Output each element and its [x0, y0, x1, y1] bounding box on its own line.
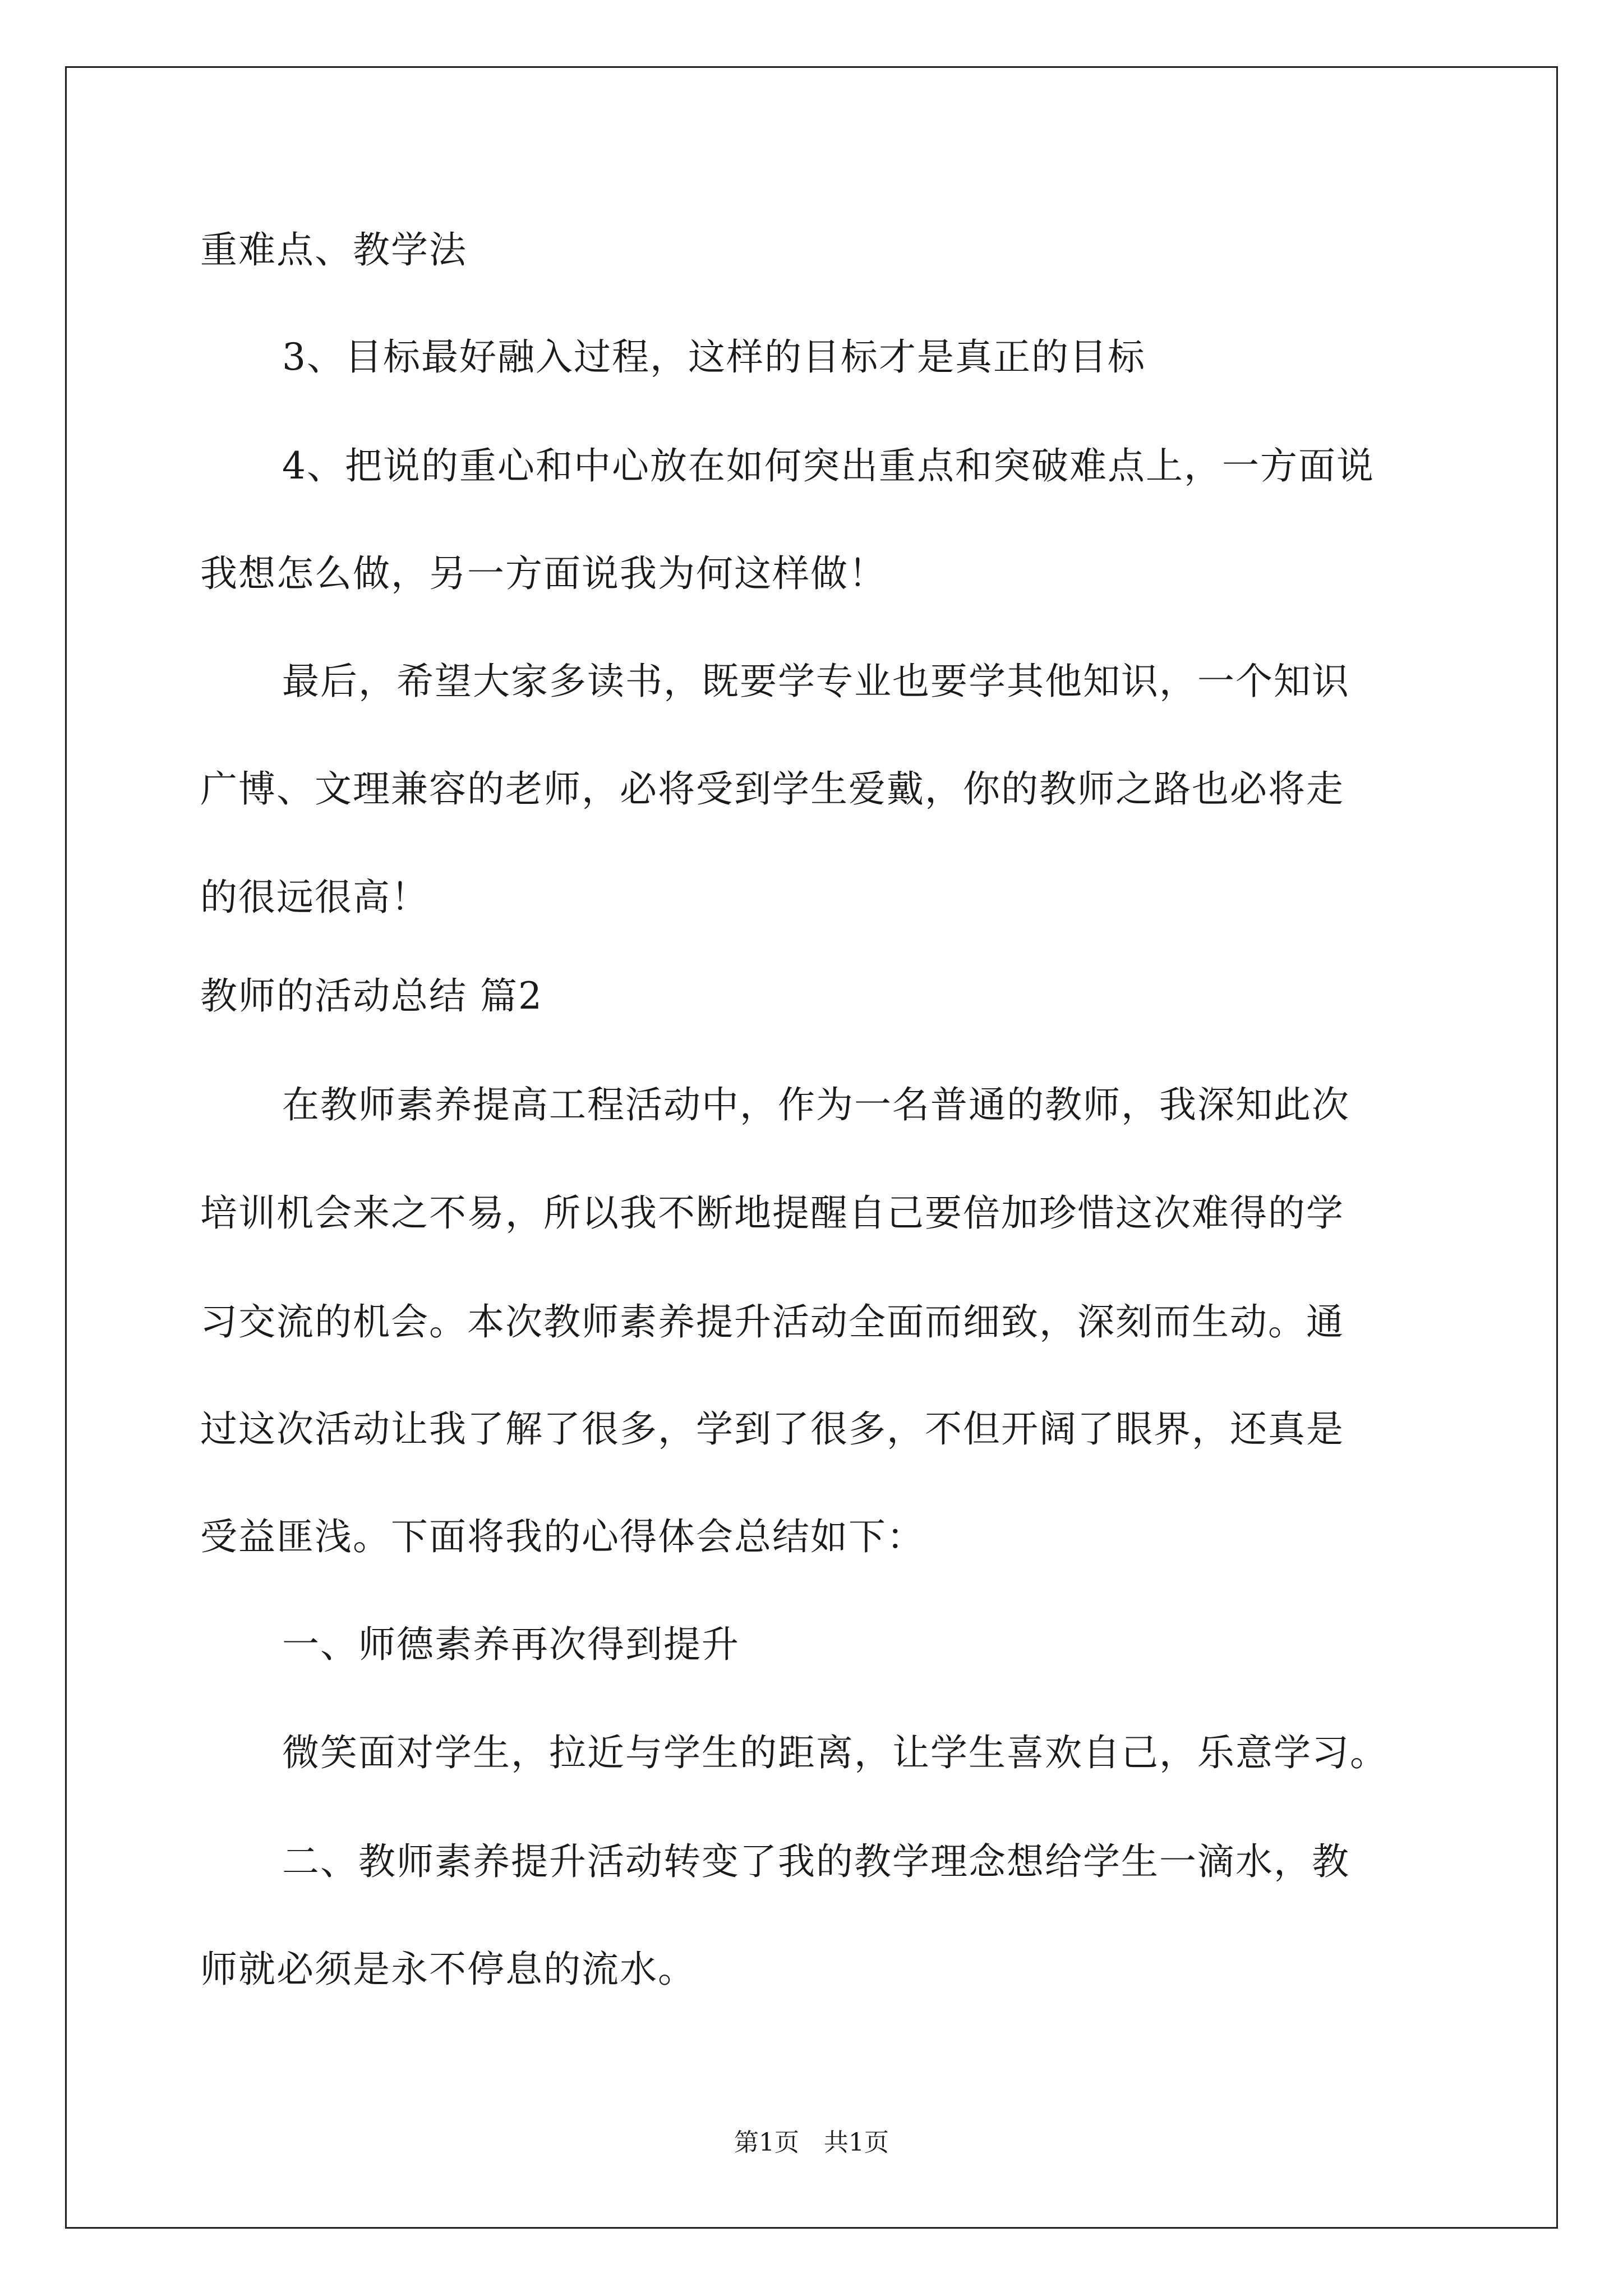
- text-line: 广博、文理兼容的老师，必将受到学生爱戴，你的教师之路也必将走: [200, 767, 1344, 811]
- text-line: 重难点、教学法: [200, 228, 467, 272]
- text-line: 在教师素养提高工程活动中，作为一名普通的教师，我深知此次: [282, 1083, 1350, 1126]
- text-line: 师就必须是永不停息的流水。: [200, 1948, 696, 1991]
- text-line: 的很远很高！: [200, 876, 429, 919]
- text-line: 4、把说的重心和中心放在如何突出重点和突破难点上，一方面说: [282, 444, 1375, 487]
- section-heading: 教师的活动总结 篇2: [200, 974, 543, 1018]
- text-line: 最后，希望大家多读书，既要学专业也要学其他知识，一个知识: [282, 660, 1350, 703]
- text-line: 3、目标最好融入过程，这样的目标才是真正的目标: [282, 335, 1146, 379]
- text-line: 习交流的机会。本次教师素养提升活动全面而细致，深刻而生动。通: [200, 1300, 1344, 1343]
- text-line: 受益匪浅。下面将我的心得体会总结如下：: [200, 1515, 925, 1558]
- text-line: 过这次活动让我了解了很多，学到了很多，不但开阔了眼界，还真是: [200, 1407, 1344, 1451]
- text-line: 一、师德素养再次得到提升: [282, 1623, 740, 1666]
- page-number: 第1页 共1页: [734, 2128, 889, 2157]
- text-line: 二、教师素养提升活动转变了我的教学理念想给学生一滴水，教: [282, 1840, 1350, 1883]
- text-line: 微笑面对学生，拉近与学生的距离，让学生喜欢自己，乐意学习。: [282, 1731, 1388, 1774]
- text-line: 培训机会来之不易，所以我不断地提醒自己要倍加珍惜这次难得的学: [200, 1191, 1344, 1235]
- text-line: 我想怎么做，另一方面说我为何这样做！: [200, 552, 887, 595]
- page-border: [65, 66, 1558, 2229]
